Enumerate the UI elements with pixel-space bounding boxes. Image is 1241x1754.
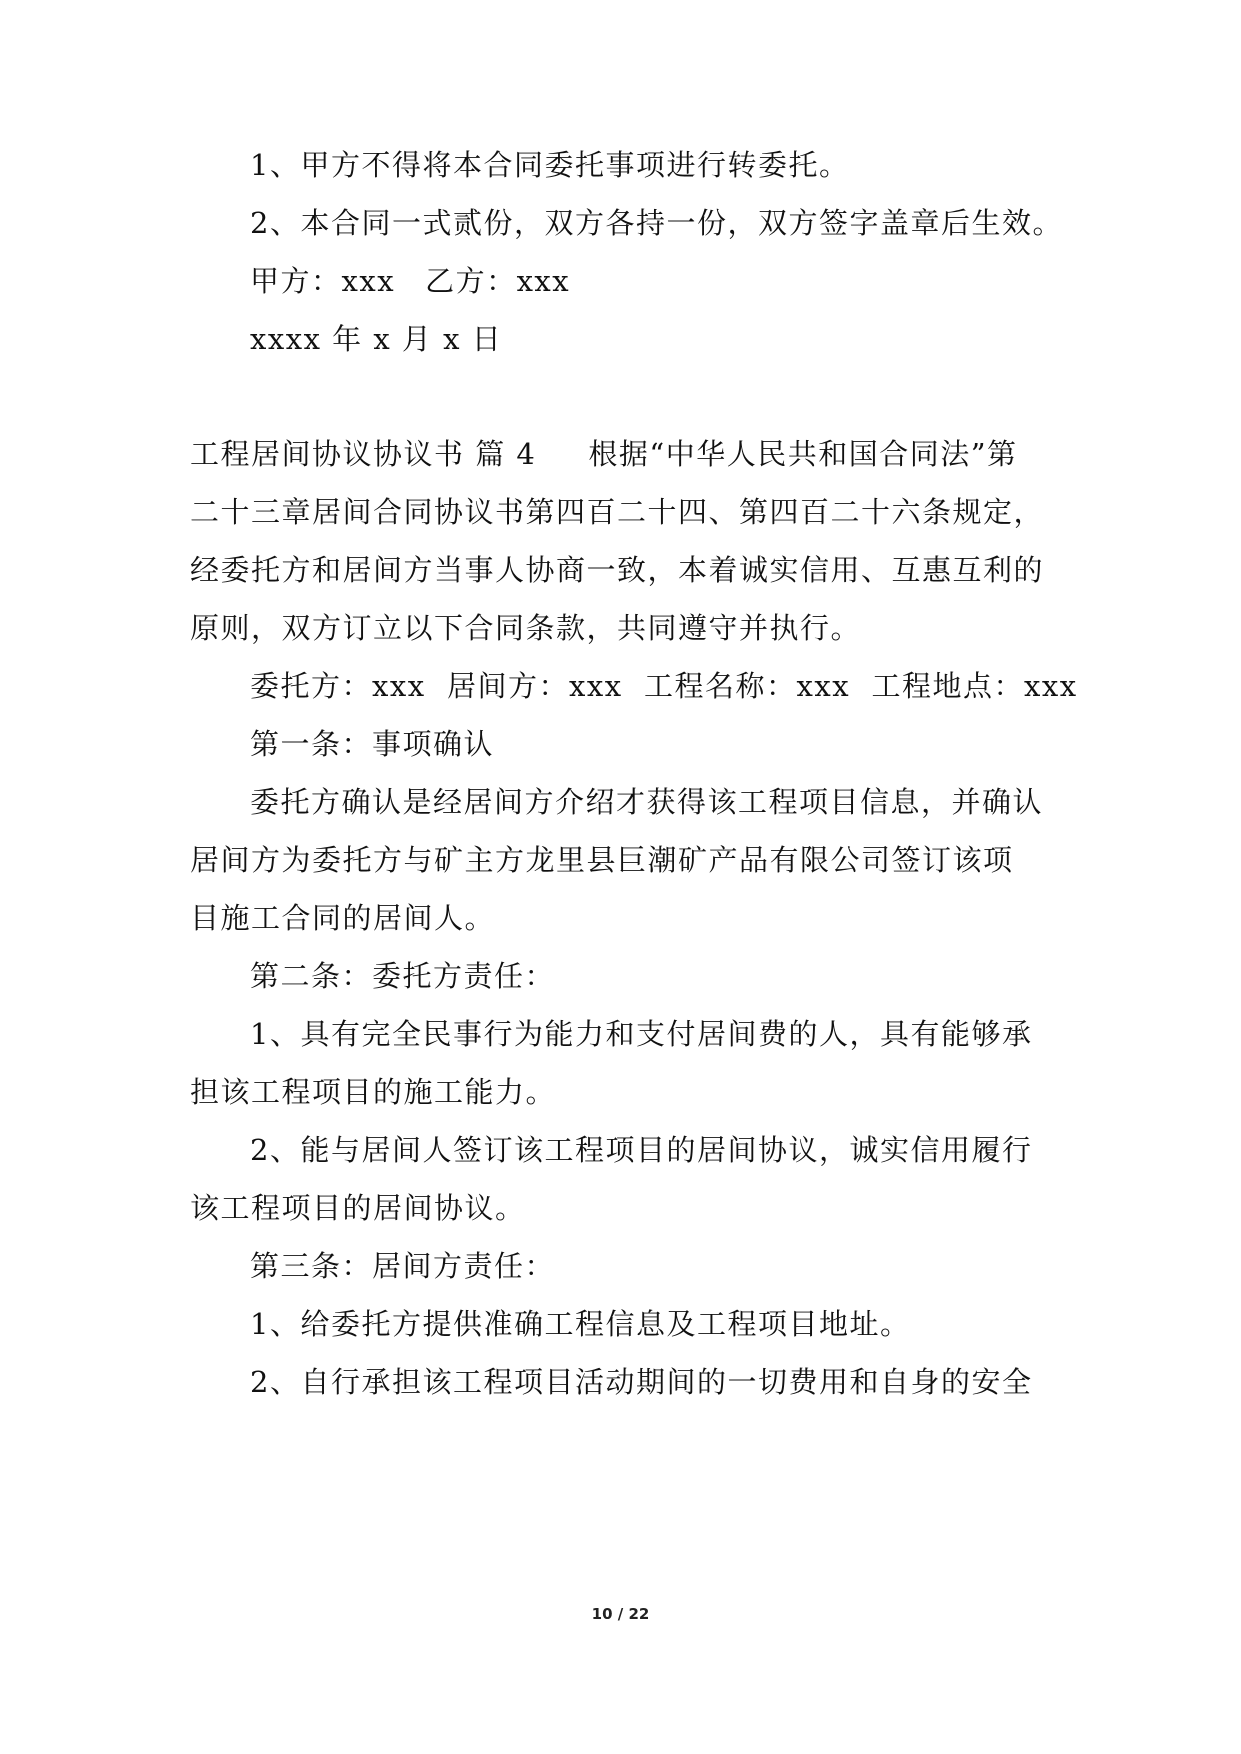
- clause-text: 2、能与居间人签订该工程项目的居间协议，诚实信用履行: [250, 1133, 1033, 1167]
- section-heading-line: [190, 434, 1018, 474]
- clause-text: 1、给委托方提供准确工程信息及工程项目地址。: [250, 1307, 911, 1341]
- article-heading: 第三条：居间方责任：: [250, 1249, 556, 1283]
- clause-text: 1、具有完全民事行为能力和支付居间费的人，具有能够承: [250, 1017, 1033, 1051]
- paragraph-text: 二十三章居间合同协议书第四百二十四、第四百二十六条规定，: [190, 495, 1045, 529]
- paragraph-text: 居间方为委托方与矿主方龙里县巨潮矿产品有限公司签订该项: [190, 843, 1014, 877]
- article-heading: 第二条：委托方责任：: [250, 959, 556, 993]
- party-b-signature: 乙方：xxx: [425, 264, 571, 298]
- party-a-signature: 甲方：xxx: [250, 264, 396, 298]
- paragraph-text: 委托方确认是经居间方介绍才获得该工程项目信息，并确认: [250, 785, 1044, 819]
- clause-text: 2、本合同一式贰份，双方各持一份，双方签字盖章后生效。: [250, 206, 1063, 240]
- clause-text: 该工程项目的居间协议。: [190, 1191, 526, 1225]
- clause-text: 1、甲方不得将本合同委托事项进行转委托。: [250, 148, 850, 182]
- paragraph-text: 经委托方和居间方当事人协商一致，本着诚实信用、互惠互利的: [190, 553, 1045, 587]
- article-heading: 第一条：事项确认: [250, 727, 495, 761]
- signature-line: [250, 261, 570, 301]
- page-number: 10 / 22: [591, 1605, 650, 1623]
- clause-text: 2、自行承担该工程项目活动期间的一切费用和自身的安全: [250, 1365, 1033, 1399]
- section-title: 工程居间协议协议书 篇 4: [190, 437, 537, 471]
- clause-text: 担该工程项目的施工能力。: [190, 1075, 557, 1109]
- paragraph-text: 原则，双方订立以下合同条款，共同遵守并执行。: [190, 611, 862, 645]
- paragraph-text: 根据“中华人民共和国合同法”第: [588, 437, 1018, 471]
- date-line: xxxx 年 x 月 x 日: [250, 322, 503, 356]
- paragraph-text: 目施工合同的居间人。: [190, 901, 496, 935]
- parties-line: 委托方：xxx 居间方：xxx 工程名称：xxx 工程地点：xxx: [250, 669, 1078, 703]
